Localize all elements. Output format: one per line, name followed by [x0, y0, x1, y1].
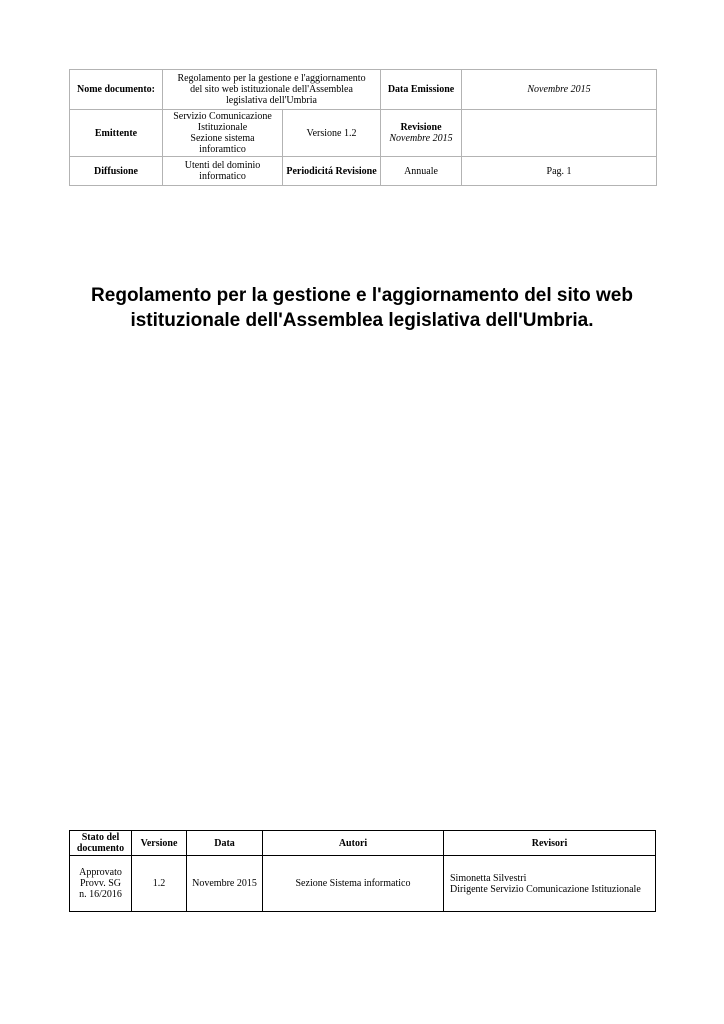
status-table-header-row — [70, 831, 656, 856]
header-row-issuer — [70, 110, 657, 157]
table-row — [70, 856, 656, 912]
issuer-value: Servizio Comunicazione Istituzionale Sezione sistema inforamtico — [163, 110, 283, 157]
revision-label: Revisione — [400, 122, 442, 133]
version-value: Versione 1.2 — [283, 110, 381, 157]
document-status-table — [69, 830, 656, 912]
reviewers-header: Revisori — [444, 831, 656, 856]
status-header: Stato del documento — [70, 831, 132, 856]
revision-cell — [381, 110, 462, 157]
document-header-table — [69, 69, 657, 186]
distribution-label: Diffusione — [70, 157, 163, 186]
reviewers-cell: Simonetta Silvestri Dirigente Servizio Comunicazione Istituzionale — [444, 856, 656, 912]
empty-cell — [462, 110, 657, 157]
issue-date-value: Novembre 2015 — [462, 70, 657, 110]
header-row-distribution — [70, 157, 657, 186]
header-row-name — [70, 70, 657, 110]
periodicity-label: Periodicitá Revisione — [283, 157, 381, 186]
status-value: Approvato Provv. SG n. 16/2016 — [70, 856, 132, 912]
date-header: Data — [187, 831, 263, 856]
periodicity-value: Annuale — [381, 157, 462, 186]
version-header: Versione — [132, 831, 187, 856]
authors-header: Autori — [263, 831, 444, 856]
document-title: Regolamento per la gestione e l'aggiornamento del sito web istituzionale dell'Assemblea legislativa dell'Umbria. — [91, 285, 633, 331]
document-name-label: Nome documento: — [70, 70, 163, 110]
issue-date-label: Data Emissione — [381, 70, 462, 110]
date-cell: Novembre 2015 — [187, 856, 263, 912]
page-number: Pag. 1 — [462, 157, 657, 186]
revision-value: Novembre 2015 — [389, 133, 453, 144]
document-name-value: Regolamento per la gestione e l'aggiornamento del sito web istituzionale dell'Assemblea legislativa dell'Umbria — [163, 70, 381, 110]
version-cell: 1.2 — [132, 856, 187, 912]
authors-cell: Sezione Sistema informatico — [263, 856, 444, 912]
issuer-label: Emittente — [70, 110, 163, 157]
distribution-value: Utenti del dominio informatico — [163, 157, 283, 186]
